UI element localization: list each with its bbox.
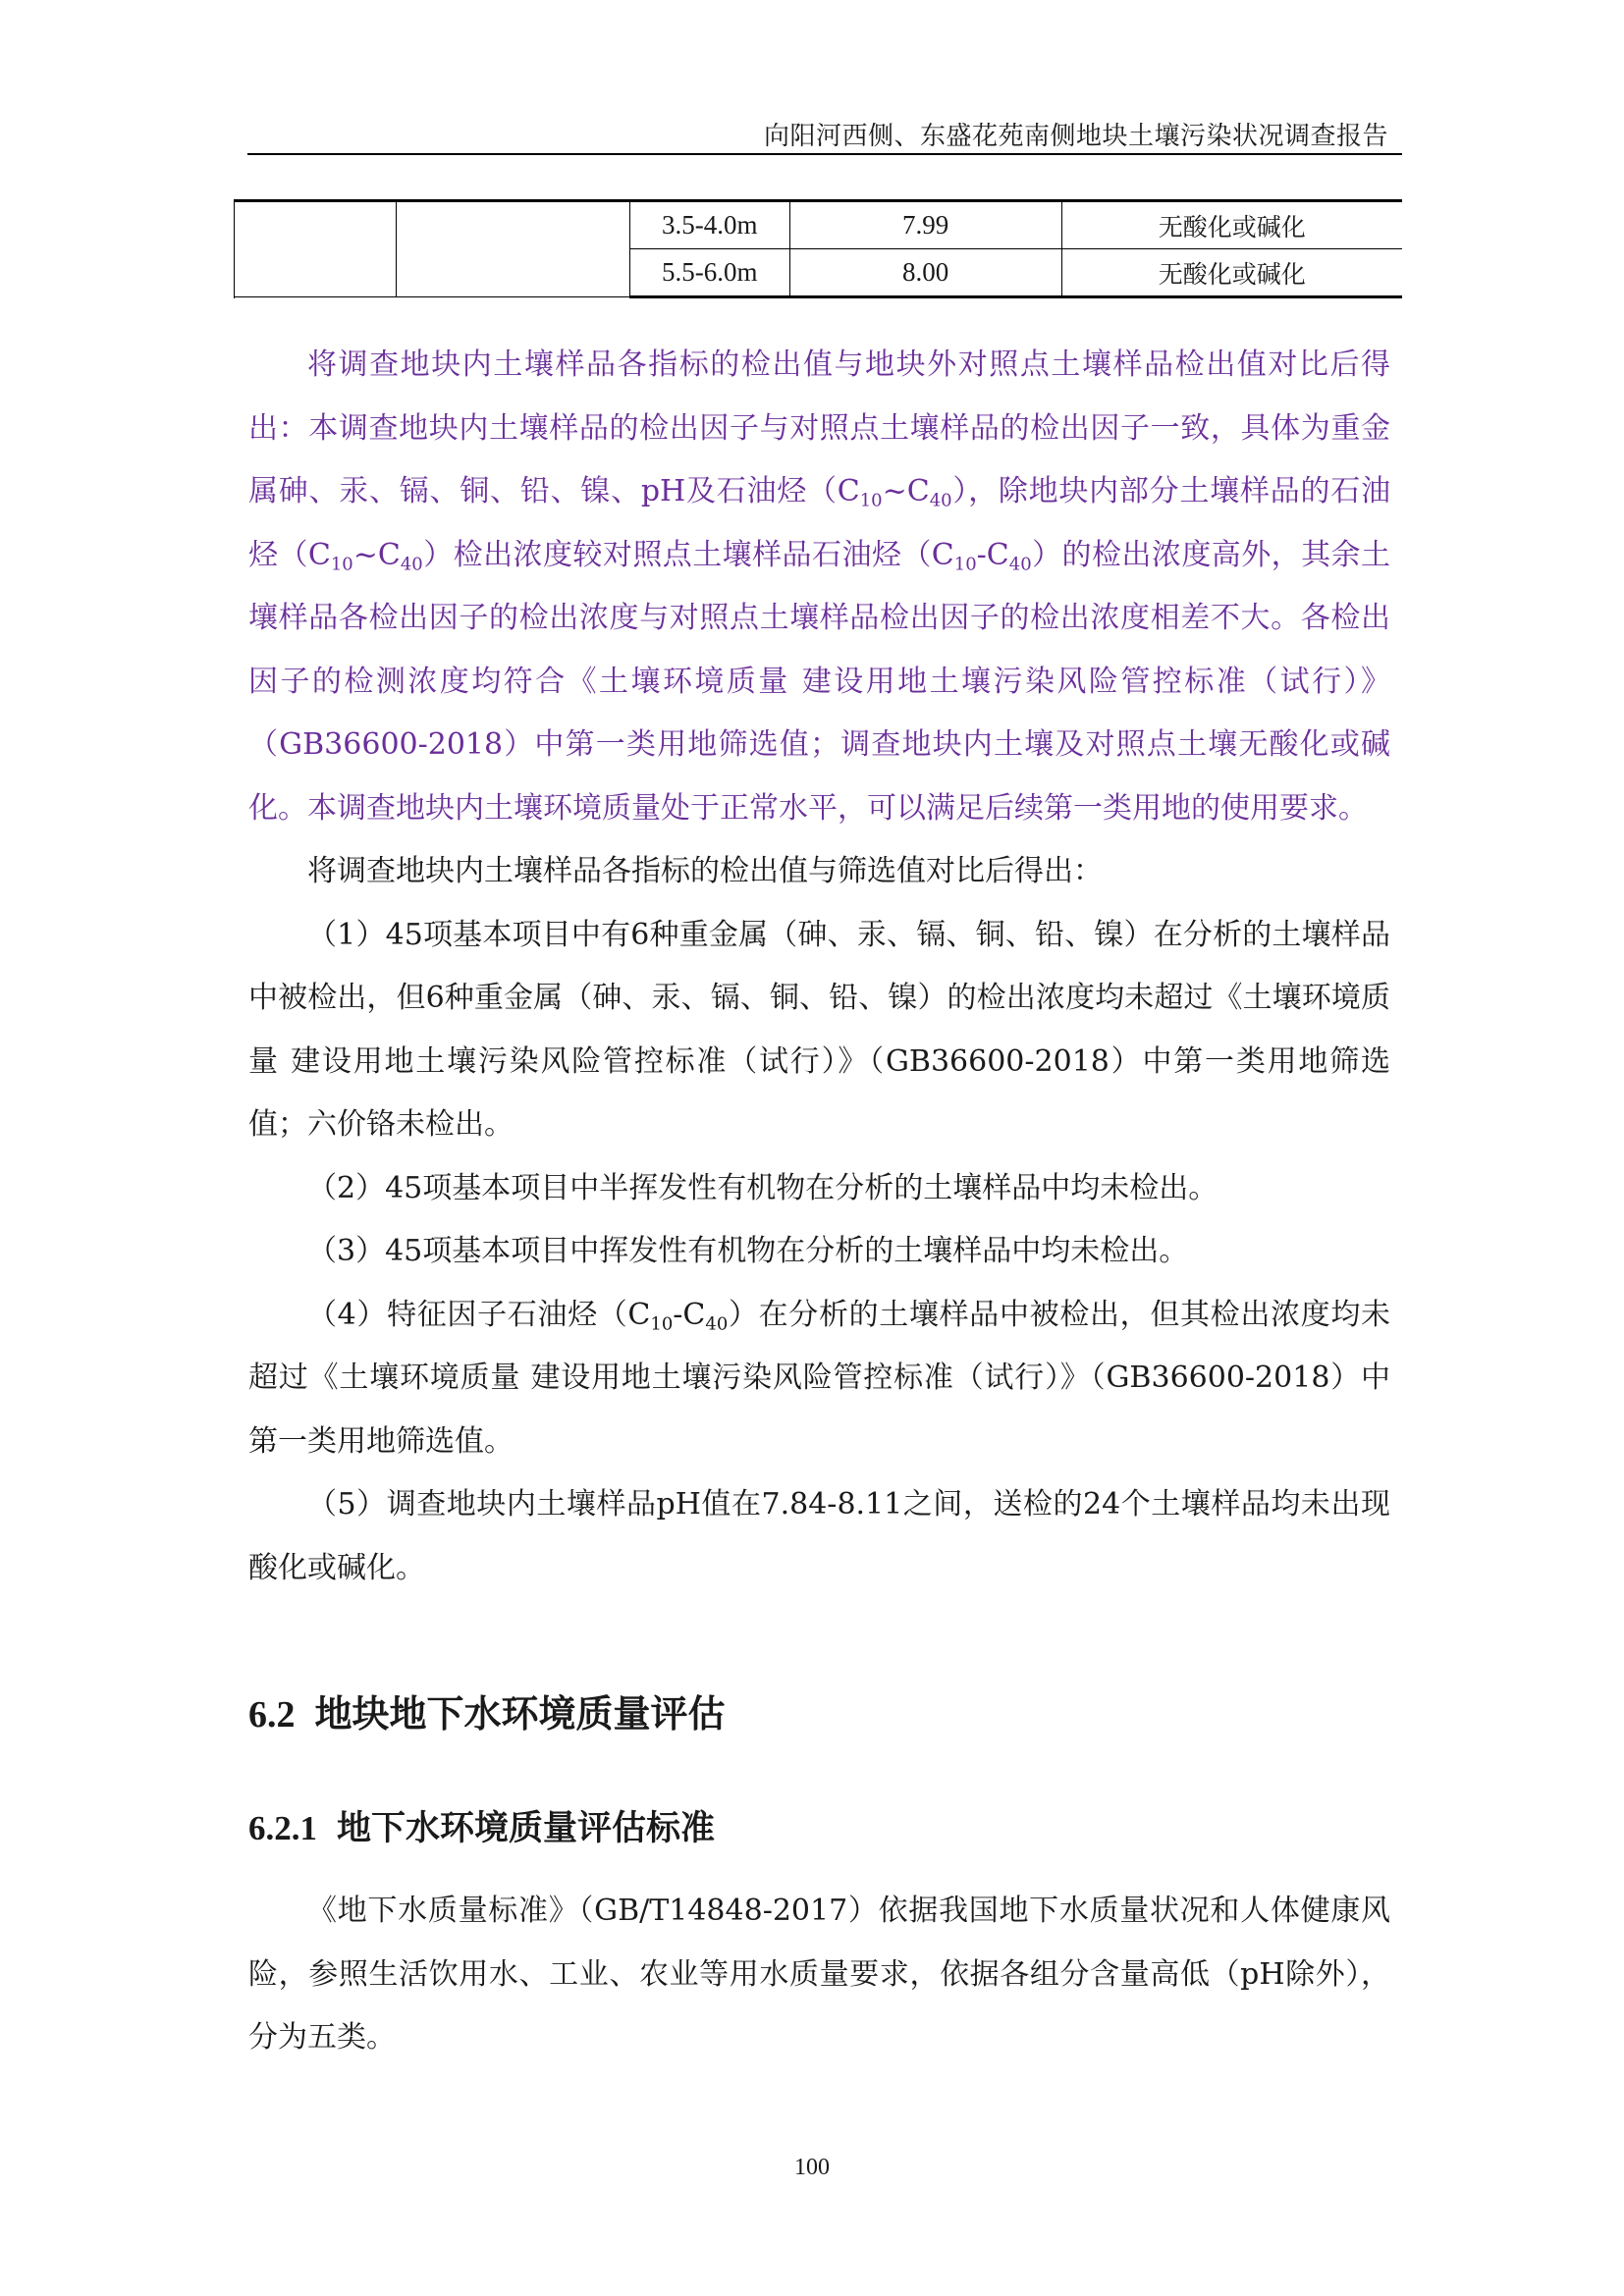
text-segment: -C: [673, 1297, 706, 1332]
section-number: 6.2.1: [248, 1809, 317, 1847]
subscript: 10: [859, 490, 883, 511]
table-cell-ph: 8.00: [789, 249, 1061, 297]
finding-item-3: （3）45项基本项目中挥发性有机物在分析的土壤样品中均未检出。: [307, 1234, 1189, 1268]
text-segment: ）在分析的土壤样品中被检出，但其检出浓度均未超过《土壤环境质量 建设用地土壤污染风险管控标准（试行）》（GB36600-2018）中第一类用地筛选值。: [248, 1297, 1390, 1459]
subscript: 40: [705, 1312, 729, 1334]
comparison-paragraph: [248, 334, 1390, 840]
subscript: 10: [650, 1312, 674, 1334]
section-heading-6-2: [248, 1683, 726, 1737]
subscript: 10: [330, 553, 353, 574]
text-segment: 将调查地块内土壤样品各指标的检出值与地块外对照点土壤样品检出值对比后得出：本调查地块内土壤样品的检出因子与对照点土壤样品的检出因子一致，具体为重金属砷、汞、镉、铜、铅、镍、pH及石油烃（C: [248, 347, 1390, 508]
table-cell-sample: [235, 201, 397, 297]
section-number: 6.2: [248, 1694, 296, 1735]
screening-intro-paragraph: 将调查地块内土壤样品各指标的检出值与筛选值对比后得出：: [307, 854, 1103, 888]
table-cell-depth: 3.5-4.0m: [629, 201, 789, 249]
section-title: 地块地下水环境质量评估: [314, 1691, 726, 1735]
text-segment: ）检出浓度较对照点土壤样品石油烃（C: [422, 537, 954, 572]
finding-item-1: （1）45项基本项目中有6种重金属（砷、汞、镉、铜、铅、镍）在分析的土壤样品中被检出，但6种重金属（砷、汞、镉、铜、铅、镍）的检出浓度均未超过《土壤环境质量 建设用地土壤污染风险管控标准（试行）》（GB36600-2018）中第一类用地筛选值；六价铬未检出。: [248, 917, 1390, 1142]
text-segment: ~C: [352, 537, 401, 572]
section-title: 地下水环境质量评估标准: [337, 1808, 716, 1848]
header-rule: [247, 153, 1402, 155]
table-cell-result: 无酸化或碱化: [1061, 249, 1402, 297]
running-header-title: 向阳河西侧、东盛花苑南侧地块土壤污染状况调查报告: [763, 122, 1388, 151]
subscript: 40: [1008, 553, 1032, 574]
page-number: 100: [794, 2155, 830, 2180]
subscript: 40: [929, 490, 952, 511]
groundwater-standard-paragraph: 《地下水质量标准》（GB/T14848-2017）依据我国地下水质量状况和人体健康风险，参照生活饮用水、工业、农业等用水质量要求，依据各组分含量高低（pH除外），分为五类。: [248, 1894, 1390, 2055]
table-cell-point: [396, 201, 629, 297]
subscript: 40: [400, 553, 423, 574]
text-segment: ）的检出浓度高外，其余土壤样品各检出因子的检出浓度与对照点土壤样品检出因子的检出浓度相差不大。各检出因子的检测浓度均符合《土壤环境质量 建设用地土壤污染风险管控标准（试行）》（GB36600-2018）中第一类用地筛选值；调查地块内土壤及对照点土壤无酸化或碱化。本调查地块内土壤环境质量处于正常水平，可以满足后续第一类用地的使用要求。: [248, 537, 1390, 826]
table-row: [234, 201, 1402, 249]
body-text: [248, 334, 1390, 1600]
finding-item-4: [248, 1284, 1390, 1474]
groundwater-standard-text: [248, 1880, 1390, 2070]
table-cell-ph: 7.99: [789, 201, 1061, 249]
text-segment: （4）特征因子石油烃（C: [307, 1297, 651, 1332]
text-segment: ），除地块内部分土壤样品的石油烃（C: [248, 474, 1390, 572]
text-segment: ~C: [882, 474, 930, 508]
ph-results-table: [234, 199, 1402, 298]
subscript: 10: [953, 553, 977, 574]
table-cell-result: 无酸化或碱化: [1061, 201, 1402, 249]
finding-item-2: （2）45项基本项目中半挥发性有机物在分析的土壤样品中均未检出。: [307, 1170, 1218, 1205]
subsection-heading-6-2-1: [248, 1801, 715, 1850]
finding-item-5: （5）调查地块内土壤样品pH值在7.84-8.11之间，送检的24个土壤样品均未出现酸化或碱化。: [248, 1487, 1390, 1585]
text-segment: -C: [976, 537, 1009, 572]
table-cell-depth: 5.5-6.0m: [629, 249, 789, 297]
